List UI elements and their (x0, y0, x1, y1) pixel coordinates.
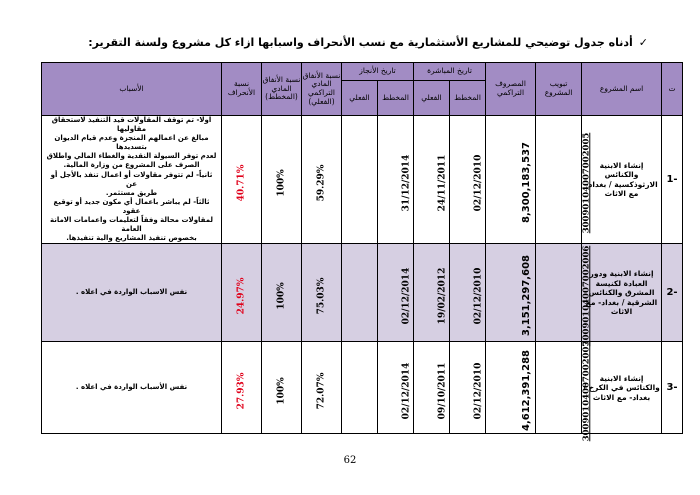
spend-actual-value: 72.07% (316, 372, 327, 410)
start-planned-cell (450, 244, 486, 342)
header-end-planned: المخطط (378, 81, 414, 116)
reason-line: ثالثاً- لم يباشر باعمال أي مكون جديد أو توقيع عقود (53, 197, 210, 215)
project-name-cell: إنشاء الابنية والكنائس الارثوذكسية / بغداد- مع الاثاث (582, 116, 662, 244)
spend-actual-value: 59.29% (316, 164, 327, 202)
code-cell (536, 244, 592, 347)
heading-text: أدناه جدول توضيحي للمشاريع الأستثمارية مع نسب الأنحراف واسبابها ازاء كل مشروع ولسنة التقرير: (88, 36, 633, 49)
end-planned-cell (378, 342, 414, 434)
header-spent: المصروف التراكمي (486, 63, 536, 116)
code-value: 30090104007002007 (581, 341, 592, 442)
start-planned-value: 02/12/2010 (473, 154, 484, 212)
header-start-actual: الفعلي (414, 81, 450, 116)
spend-planned-cell (262, 342, 302, 434)
checkmark-icon: ✓ (638, 36, 648, 49)
reason-line: الصرف على المشروع من وزارة المالية. (63, 161, 200, 170)
end-planned-cell (378, 244, 414, 342)
start-actual-value: 24/11/2011 (437, 154, 448, 212)
code-value: 30090104007002006 (581, 246, 592, 347)
spend-planned-value: 100% (276, 169, 287, 197)
header-seq: ت (662, 63, 683, 116)
deviation-cell (222, 342, 262, 434)
reason-line: مبالغ عن اعمالهم المنجزة وعدم قيام الديوان بتسديدها (54, 134, 209, 152)
reason-line: طريق مستثمر. (105, 188, 158, 197)
start-actual-cell (414, 342, 450, 434)
spent-value: 8,300,183,537 (521, 142, 533, 224)
table-heading (88, 36, 648, 49)
project-name-cell: إنشاء الابنية ودور العبادة لكنيسة المشرق والكنائس الشرقية / بغداد- مع الاثاث (582, 244, 662, 342)
spent-cell (486, 116, 536, 244)
start-actual-value: 19/02/2012 (437, 267, 448, 325)
reason-line: لعدم توفر السيولة النقدية والغطاء المالي واطلاق (46, 152, 217, 161)
reason-line: بخصوص تنفيذ المشاريع والية تنفيذها. (66, 234, 197, 243)
deviation-value: 40.71% (236, 164, 247, 202)
page-number: 62 (343, 455, 357, 466)
spend-planned-value: 100% (276, 282, 287, 310)
code-cell (536, 341, 592, 442)
start-planned-value: 02/12/2010 (473, 362, 484, 420)
header-deviation: نسبة الأنحراف (222, 63, 262, 116)
seq-cell: 3- (662, 342, 683, 434)
table-row (42, 244, 683, 342)
end-planned-value: 02/12/2014 (401, 362, 412, 420)
start-planned-cell (450, 342, 486, 434)
start-planned-cell (450, 116, 486, 244)
spend-actual-cell (302, 244, 342, 342)
spend-actual-value: 75.03% (316, 277, 327, 315)
end-planned-cell (378, 116, 414, 244)
start-actual-cell (414, 244, 450, 342)
project-name-cell: إنشاء الابنية والكنائس في الكرخ / بغداد- مع الاثاث (582, 342, 662, 434)
reason-line: ثانياً- لم تتوفر مقاولات أو اعمال تنفذ بالأجل أو عن (50, 170, 213, 188)
header-end-actual: الفعلي (342, 81, 378, 116)
spend-actual-cell (302, 342, 342, 434)
start-planned-value: 02/12/2010 (473, 267, 484, 325)
end-planned-value: 02/12/2014 (401, 267, 412, 325)
header-reasons: الأسباب (42, 63, 222, 116)
end-planned-value: 31/12/2014 (401, 154, 412, 212)
reasons-cell (42, 116, 222, 244)
header-spend-planned: نسبة الأنفاق المادي (المخطط) (262, 63, 302, 116)
seq-cell: 2- (662, 244, 683, 342)
end-actual-cell (342, 244, 378, 342)
reasons-cell (42, 342, 222, 434)
reason-line: نفس الاسباب الواردة في اعلاه . (75, 288, 188, 297)
start-actual-value: 09/10/2011 (437, 362, 448, 420)
table-row (42, 116, 683, 244)
reason-line: لمقاولات محالة وفقاً لتعليمات واعمامات الامانة العامة (49, 216, 214, 234)
spend-planned-value: 100% (276, 377, 287, 405)
code-value: 30090104007002005 (581, 132, 592, 234)
spent-cell (486, 342, 536, 434)
code-cell (536, 116, 592, 244)
seq-cell: 1- (662, 116, 683, 244)
reason-line: نفس الأسباب الواردة في اعلاه . (75, 383, 188, 392)
header-start-date: تاريخ المباشرة (414, 63, 486, 81)
deviation-value: 24.97% (236, 277, 247, 315)
header-name: اسم المشروع (582, 63, 662, 116)
spent-cell (486, 244, 536, 342)
spent-value: 3,151,297,608 (521, 255, 533, 337)
end-actual-cell (342, 342, 378, 434)
reasons-cell (42, 244, 222, 342)
projects-table (41, 62, 683, 442)
deviation-cell (222, 116, 262, 244)
table-row (42, 342, 683, 434)
deviation-cell (222, 244, 262, 342)
header-start-planned: المخطط (450, 81, 486, 116)
spent-value: 4,612,391,288 (521, 350, 533, 432)
spend-planned-cell (262, 244, 302, 342)
header-end-date: تاريخ الأنجاز (342, 63, 414, 81)
header-code: تبويب المشروع (536, 63, 582, 116)
deviation-value: 27.93% (236, 372, 247, 410)
end-actual-cell (342, 116, 378, 244)
spend-planned-cell (262, 116, 302, 244)
reason-line: اولا- تم توقف المقاولات قيد التنفيذ لاستحقاق مقاوليها (51, 116, 212, 134)
spend-actual-cell (302, 116, 342, 244)
start-actual-cell (414, 116, 450, 244)
header-spend-actual: نسبة الأنفاق المادي التراكمي (الفعلي) (302, 63, 342, 116)
